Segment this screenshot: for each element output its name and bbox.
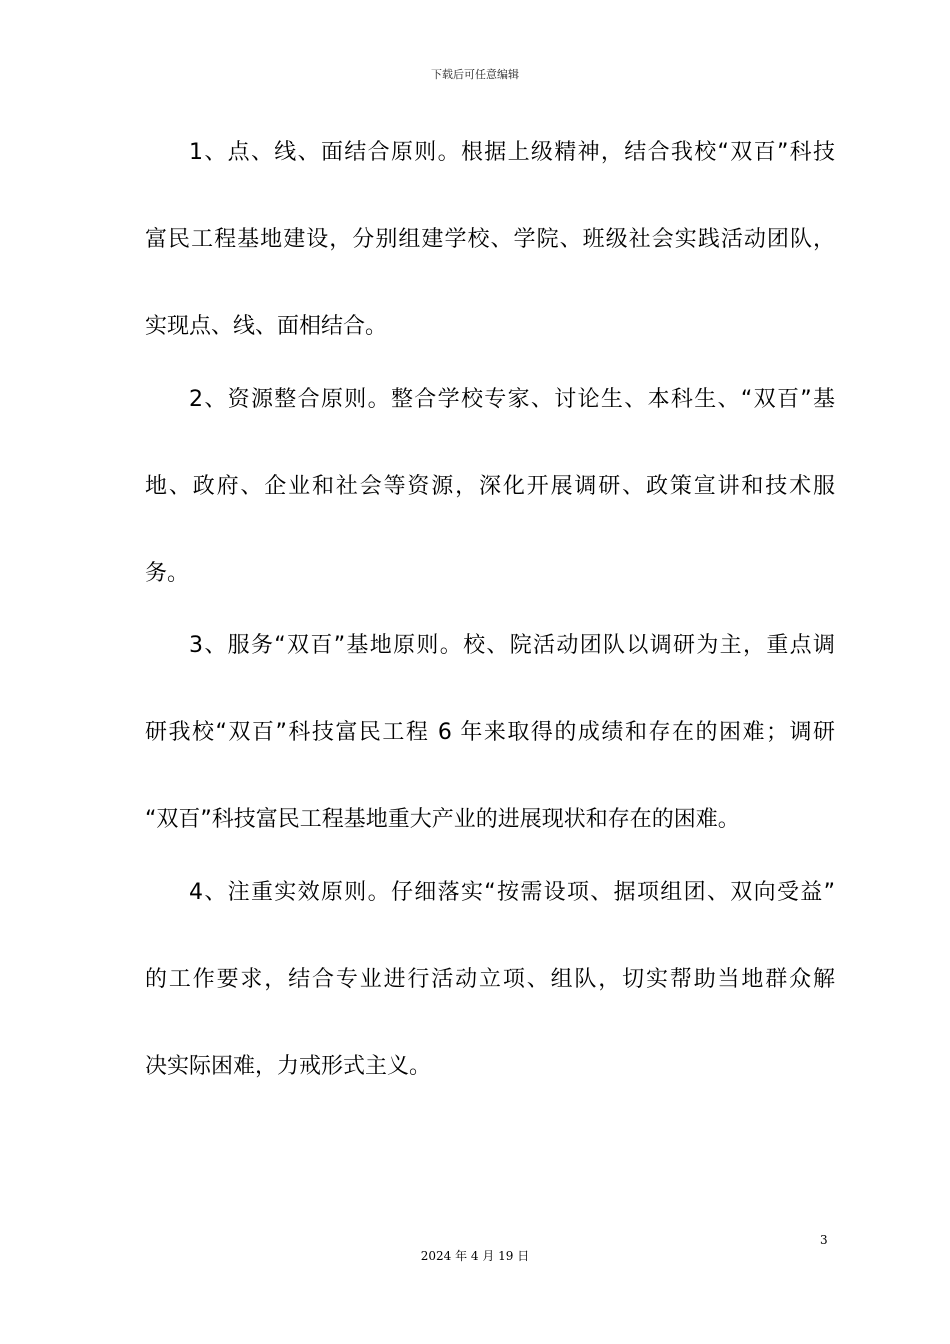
paragraph-3-line-1: 3、服务“双百”基地原则。校、院活动团队以调研为主，重点调 bbox=[189, 633, 835, 658]
paragraph-4-line-3: 决实际困难，力戒形式主义。 bbox=[145, 1054, 432, 1079]
page-number: 3 bbox=[820, 1233, 828, 1247]
paragraph-1-line-1: 1、点、线、面结合原则。根据上级精神，结合我校“双百”科技 bbox=[189, 140, 835, 165]
paragraph-1-line-2: 富民工程基地建设，分别组建学校、学院、班级社会实践活动团队， bbox=[145, 227, 835, 252]
paragraph-2-line-3: 务。 bbox=[145, 561, 190, 586]
paragraph-4-line-1: 4、注重实效原则。仔细落实“按需设项、据项组团、双向受益” bbox=[189, 880, 835, 905]
footer-date: 2024 年 4 月 19 日 bbox=[420, 1249, 530, 1263]
page-header: 下载后可任意编辑 bbox=[431, 68, 519, 81]
paragraph-3-line-3: “双百”科技富民工程基地重大产业的进展现状和存在的困难。 bbox=[145, 807, 740, 832]
paragraph-2-line-1: 2、资源整合原则。整合学校专家、讨论生、本科生、“双百”基 bbox=[189, 387, 835, 412]
paragraph-4-line-2: 的工作要求，结合专业进行活动立项、组队，切实帮助当地群众解 bbox=[145, 967, 835, 992]
paragraph-3-line-2: 研我校“双百”科技富民工程 6 年来取得的成绩和存在的困难；调研 bbox=[145, 720, 835, 745]
paragraph-2-line-2: 地、政府、企业和社会等资源，深化开展调研、政策宣讲和技术服 bbox=[145, 474, 835, 499]
paragraph-1-line-3: 实现点、线、面相结合。 bbox=[145, 314, 388, 339]
